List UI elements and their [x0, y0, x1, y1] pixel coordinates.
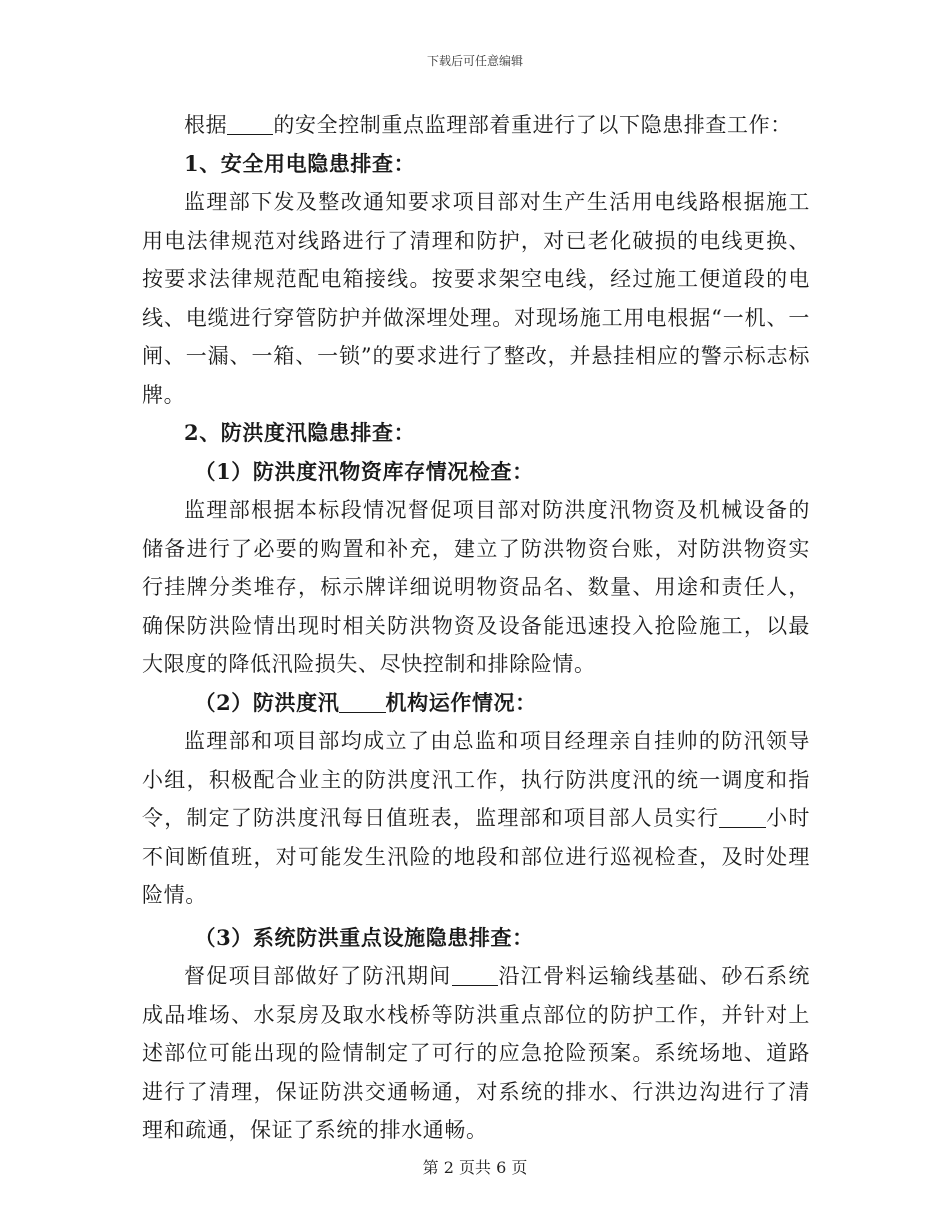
fill-blank: [452, 964, 498, 986]
page-header-note: 下载后可任意编辑: [426, 54, 523, 68]
subsection2-title-after: 机构运作情况：: [385, 689, 537, 715]
subsection2-text-before: 监理部和项目部均成立了由总监和项目经理亲自挂帅的防汛领导小组，积极配合业主的防洪度汛工作，执行防洪度汛的统一调度和指令，制定了防洪度汛每日值班表，监理部和项目部人员实行: [142, 729, 810, 830]
section2-heading: 2、防洪度汛隐患排查：: [184, 420, 416, 445]
subsection3-text-before: 督促项目部做好了防汛期间: [184, 964, 452, 988]
subsection3-text-after: 沿江骨料运输线基础、砂石系统成品堆场、水泵房及取水栈桥等防洪重点部位的防护工作，并针对上述部位可能出现的险情制定了可行的应急抢险预案。系统场地、道路进行了清理，保证防洪交通畅通，对系统的排水、行洪边沟进行了清理和疏通，保证了系统的排水通畅。: [142, 964, 810, 1142]
subsection1-paragraph: 监理部根据本标段情况督促项目部对防洪度汛物资及机械设备的储备进行了必要的购置和补充，建立了防洪物资台账，对防洪物资实行挂牌分类堆存，标示牌详细说明物资品名、数量、用途和责任人，确保防洪险情出现时相关防洪物资及设备能迅速投入抢险施工，以最大限度的降低汛险损失、尽快控制和排除险情。: [142, 498, 810, 676]
subsection2-heading: [142, 684, 810, 723]
section1-heading: 1、安全用电隐患排查：: [184, 150, 416, 176]
section1-paragraph: 监理部下发及整改通知要求项目部对生产生活用电线路根据施工用电法律规范对线路进行了清理和防护，对已老化破损的电线更换、按要求法律规范配电箱接线。按要求架空电线，经过施工便道段的电线、电缆进行穿管防护并做深埋处理。对现场施工用电根据“一机、一闸、一漏、一箱、一锁”的要求进行了整改，并悬挂相应的警示标志标牌。: [142, 190, 810, 407]
document-body: [142, 106, 810, 1150]
subsection2-title-before: （2）防洪度汛: [194, 689, 340, 715]
fill-blank: [227, 113, 273, 135]
intro-text-before: 根据: [184, 113, 228, 137]
subsection2-text-after: 小时不间断值班，对可能发生汛险的地段和部位进行巡视检查，及时处理险情。: [142, 806, 810, 907]
intro-paragraph: [142, 106, 810, 145]
fill-blank: [339, 691, 385, 713]
page-number: 第 2 页共 6 页: [422, 1158, 528, 1177]
subsection3-paragraph: [142, 957, 810, 1150]
subsection1-heading: （1）防洪度汛物资库存情况检查：: [194, 458, 534, 484]
subsection3-heading: （3）系统防洪重点设施隐患排查：: [194, 924, 534, 950]
intro-text-after: 的安全控制重点监理部着重进行了以下隐患排查工作：: [273, 113, 792, 137]
subsection2-paragraph: [142, 722, 810, 915]
fill-blank: [719, 806, 765, 828]
